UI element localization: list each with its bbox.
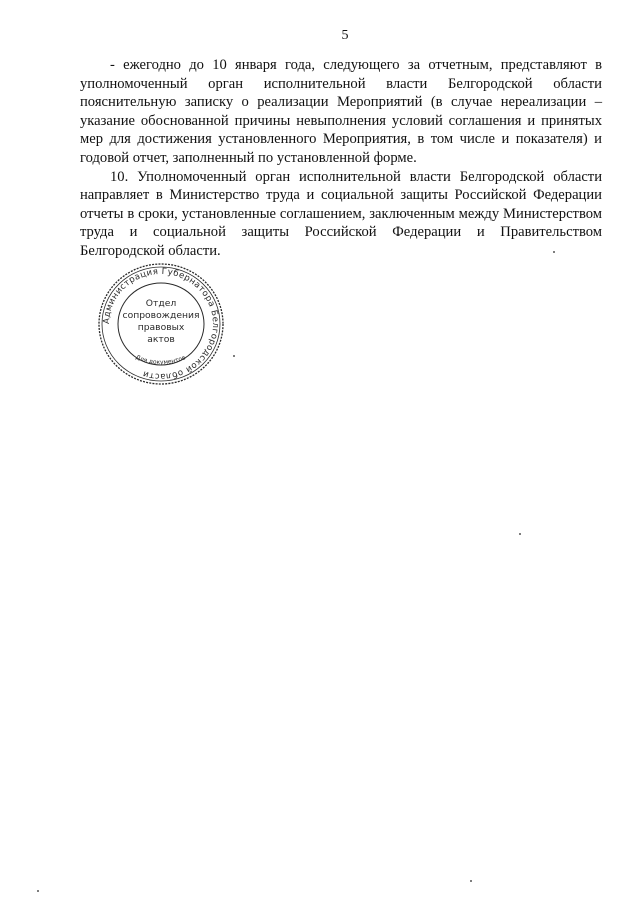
paragraph-10: 10. Уполномоченный орган исполнительной власти Белгородской области направляет в Министерство труда и социальной защиты Российской Федерации отчеты в сроки, установленные соглашением, заключенным между Министерством труда и социальной защиты Российской Федерации и Правительством Белгородской области. [80, 168, 602, 259]
stamp-ring-text: Администрация Губернатора Белгородской области [101, 266, 221, 382]
scan-speck [553, 251, 555, 253]
page-number: 5 [341, 28, 349, 43]
stamp-line-1: Отдел [145, 298, 177, 309]
stamp-bottom-text: Для документов [134, 353, 187, 367]
stamp-line-3: правовых [137, 322, 185, 333]
stamp-line-2: сопровождения [122, 310, 200, 321]
paragraph-reporting-deadline: - ежегодно до 10 января года, следующего за отчетным, представляют в уполномоченный орган исполнительной власти Белгородской области пояснительную записку о реализации Мероприятий (в случае нереализации – указание обоснованной причины невыполнения условий соглашения и принятых мер для достижения установленного Мероприятия, в том числе и показателя) и годовой отчет, заполненный по установленной форме. [80, 57, 602, 166]
body-text [80, 56, 602, 261]
scan-speck [37, 890, 39, 892]
scan-speck [233, 355, 235, 357]
svg-text:Для документов [135, 354, 187, 366]
scan-speck [519, 533, 521, 535]
scan-speck [470, 880, 472, 882]
stamp-line-4: актов [147, 334, 175, 345]
official-stamp [96, 262, 226, 387]
